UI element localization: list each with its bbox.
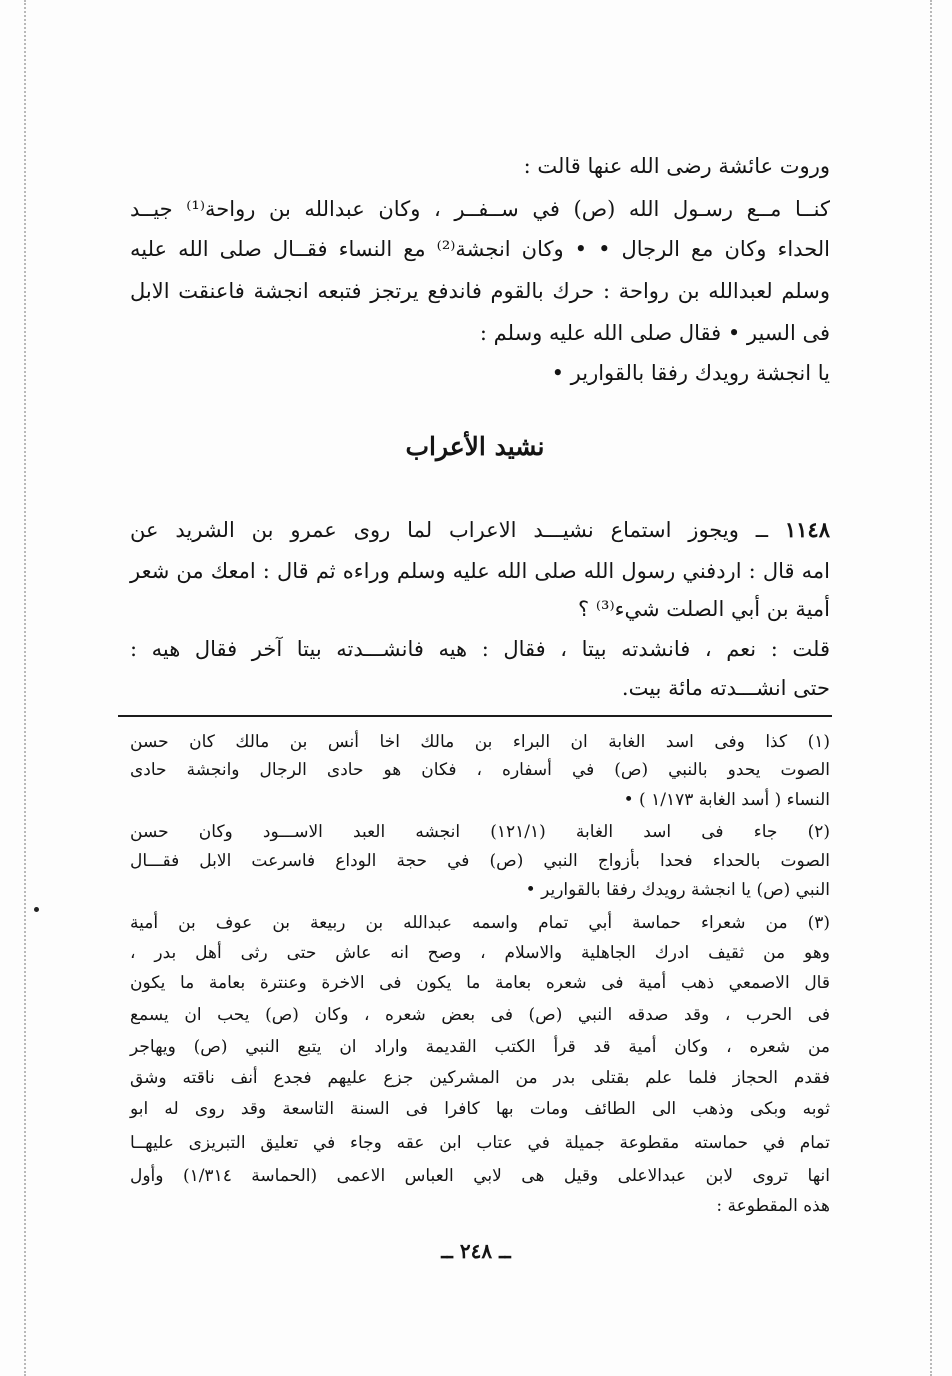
intro-line: كنــا مــع رسـول الله (ص) في ســفــر ، وكان عبدالله بن رواحة⁽¹⁾ جيــد: [130, 197, 830, 221]
intro-line: فى السير • فقال صلى الله عليه وسلم :: [479, 321, 830, 345]
footnote-line: النساء ( أسد الغابة ١/١٧٣ ) •: [623, 790, 830, 810]
section-line-first: [130, 519, 830, 541]
page-number: ــ ٢٤٨ ــ: [441, 1239, 511, 1263]
section-line: حتى انشـــدته مائة بيت.: [621, 676, 830, 700]
footnote-line: (٢) جاء فى اسد الغابة (١٢١/١) انجشه العبد الاســـود وكان حسن: [130, 822, 830, 842]
footnote-line: تمام في حماسته مقطوعة جميلة في عتاب ابن عقه وجاء في تعليق التبريزى عليهــا: [130, 1133, 830, 1153]
footnote-line: ثوبه وبكى وذهب الى الطائف ومات بها كافرا فى السنة التاسعة وقد روى له ابو: [130, 1099, 830, 1119]
intro-line: وروت عائشة رضى الله عنها قالت :: [523, 154, 830, 178]
footnote-line: الصوت يحدو بالنبي (ص) في أسفاره ، فكان هو حادى الرجال وانجشة حادى: [130, 760, 830, 780]
scan-border-left: [24, 0, 26, 1376]
section-line: قلت : نعم ، فانشدته بيتا ، فقال : هيه فانشـــدته بيتا آخر فقال هيه :: [130, 637, 830, 661]
footnote-line: وهو من ثقيف ادرك الجاهلية والاسلام ، وصح انه عاش حتى رثى أهل بدر ،: [130, 943, 830, 963]
footnote-line: انها تروى لابن عبدالاعلى وقيل هى لابي العباس الاعمى (الحماسة ١/٣١٤) وأول: [130, 1166, 830, 1186]
footnote-line: من شعره ، وكان أمية قد قرأ الكتب القديمة واراد ان يتبع النبي (ص) ويهاجر: [130, 1037, 830, 1057]
footnote-separator: [118, 715, 832, 717]
section-line-text: ــ ويجوز استماع نشيـــد الاعراب لما روى عمرو بن الشريد عن: [130, 518, 768, 542]
footnote-line: (١) كذا وفى اسد الغابة ان البراء بن مالك اخا أنس بن مالك كان حسن: [130, 732, 830, 752]
intro-line: يا انجشة رويدك رفقا بالقوارير •: [551, 361, 830, 385]
scan-speck: [34, 907, 39, 912]
footnote-line: هذه المقطوعة :: [716, 1196, 830, 1216]
scan-border-right: [930, 0, 932, 1376]
section-heading: نشيد الأعراب: [405, 432, 545, 461]
footnote-line: فقدم الحجاز فلما علم بقتلى بدر من المشركين جزع عليهم فجدع أنف ناقته وشق: [130, 1068, 830, 1088]
footnote-line: النبي (ص) يا انجشة رويدك رفقا بالقوارير •: [525, 880, 830, 900]
footnote-line: قال الاصمعي ذهب أمية فى شعره بعامة ما يكون فى الاخرة وعنترة بعامة ما يكون: [130, 973, 830, 993]
section-line: أمية بن أبي الصلت شيء⁽³⁾ ؟: [578, 597, 830, 621]
intro-line: الحداء وكان مع الرجال • • وكان انجشة⁽²⁾ مع النساء فقــال صلى الله عليه: [130, 237, 830, 261]
footnote-line: (٣) من شعراء حماسة أبي تمام واسمه عبدالله بن ربيعة بن عوف بن أمية: [130, 913, 830, 933]
intro-line: وسلم لعبدالله بن رواحة : حرك بالقوم فاندفع يرتجز فتبعه انجشة فاعنقت الابل: [130, 279, 830, 303]
section-line: امه قال : اردفني رسول الله صلى الله عليه وسلم وراءه ثم قال : امعك من شعر: [130, 559, 830, 583]
footnote-line: الصوت بالحداء فحدا بأزواج النبي (ص) في حجة الوداع فاسرعت الابل فقـــال: [130, 851, 830, 871]
footnote-line: فى الحرب ، وقد صدقه النبي (ص) فى بعض شعره ، وكان (ص) يحب ان يسمع: [130, 1005, 830, 1025]
section-number: ١١٤٨: [784, 517, 830, 542]
